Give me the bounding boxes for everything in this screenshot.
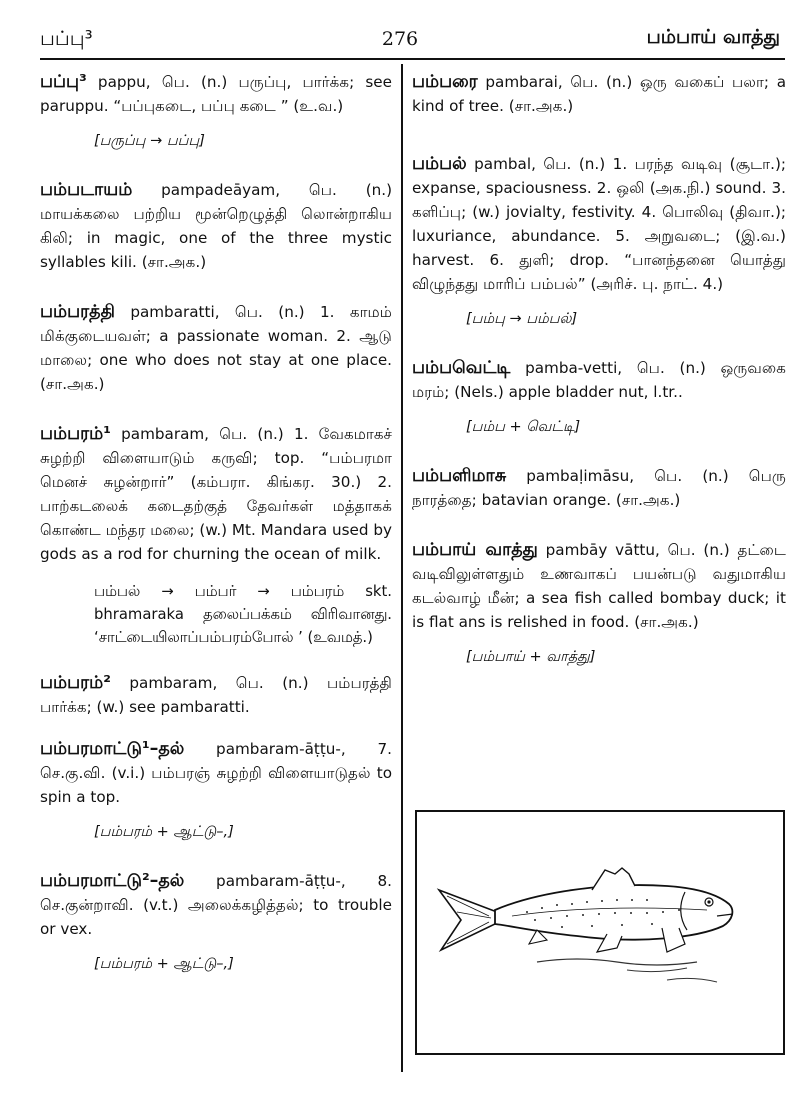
headword: பம்பரை (412, 72, 478, 92)
headword: பம்பாய் வாத்து (412, 540, 538, 560)
headword: பம்பவெட்டி (412, 358, 511, 378)
entry-pambal (412, 152, 786, 296)
page-number: 276 (381, 28, 419, 50)
fish-illustration (417, 812, 783, 1053)
entry-pambaramattu-1 (40, 737, 392, 809)
entry-pambavetti (412, 356, 786, 404)
entry-pampadayam (40, 178, 392, 274)
entry-body: pambaḷimāsu, பெ. (n.) பெரு நாரத்தை; batavian orange. (சா.அக.) (412, 467, 786, 509)
left-column (40, 70, 392, 1001)
entry-pambarai (412, 70, 786, 118)
headword: பம்பரம்² (40, 673, 111, 693)
entry-body: pambāy vāttu, பெ. (n.) தட்டை வடிவிலுள்ளதும் உணவாகப் பயன்படு வதுமாகிய கடல்வாழ் மீன்; a sea fish called bombay duck; it is flat ans is relished in food. (சா.அக.) (412, 541, 786, 631)
entry-pambaratti (40, 300, 392, 396)
etymology: [பம்பரம் + ஆட்டு–,] (94, 824, 234, 840)
entry-body: pappu, பெ. (n.) பருப்பு, பார்க்க; see paruppu. “பப்புகடை, பப்பு கடை ” (உ.வ.) (40, 73, 392, 115)
headword: பப்பு³ (40, 72, 87, 92)
etymology: [பம்பாய் + வாத்து] (466, 649, 596, 665)
entry-body: pambaratti, பெ. (n.) 1. காமம் மிக்குடையவள்; a passionate woman. 2. ஆடு மாலை; one who does not stay at one place. (சா.அக.) (40, 303, 392, 393)
entry-body: pambal, பெ. (n.) 1. பரந்த வடிவு (சூடா.); expanse, spaciousness. 2. ஒலி (அக.நி.) sound. 3. களிப்பு; (w.) jovialty, festivity. 4. பொலிவு (திவா.); luxuriance, abundance. 5. அறுவடை; (இ.வ.) harvest. 6. துளி; drop. “பானந்தனை யொத்து விழுந்தது மாரிப் பம்பல்” (அரிச். பு. நாட். 4.) (412, 155, 786, 293)
entry-pambaramattu-2 (40, 869, 392, 941)
etymology: [பம்ப + வெட்டி] (466, 419, 581, 435)
entry-body: pambaram, பெ. (n.) பம்பரத்தி பார்க்க; (w.) see pambaratti. (40, 674, 392, 716)
fish-illustration-frame (415, 810, 785, 1055)
etymology-block: பம்பல் → பம்பர் → பம்பரம் skt. bhramaraka தலைப்பக்கம் விரிவானது. ‘சாட்டையிலாப்பம்பரம்போல் ’ (உவமத்.) (94, 583, 392, 646)
entry-body: pambaram-āṭṭu-, 8. செ.குன்றாவி. (v.t.) அலைக்கழித்தல்; to trouble or vex. (40, 872, 392, 938)
entry-body: pambaram, பெ. (n.) 1. வேகமாகச் சுழற்றி விளையாடும் கருவி; top. “பம்பரமா மெனச் சுழன்றார்” (கம்பரா. கிங்கர. 30.) 2. பாற்கடலைக் கடைதற்குத் தேவர்கள் மத்தாகக் கொண்ட மந்தர மலை; (w.) Mt. Mandara used by gods as a rod for churning the ocean of milk. (40, 425, 392, 563)
header-rule (40, 58, 785, 60)
headword: பம்பரம்¹ (40, 424, 111, 444)
right-column (412, 70, 786, 694)
headword: பம்பரமாட்டு¹–தல் (40, 739, 185, 759)
etymology: [பம்பு → பம்பல்] (466, 311, 578, 327)
etymology: [பம்பரம் + ஆட்டு–,] (94, 956, 234, 972)
headword: பம்படாயம் (40, 180, 133, 200)
etymology: [பருப்பு → பப்பு] (94, 133, 205, 149)
entry-pambaram-1 (40, 422, 392, 566)
header-right-guide-word: பம்பாய் வாத்து (646, 26, 780, 48)
page-header (0, 22, 800, 56)
entry-body: pampadeāyam, பெ. (n.) மாயக்கலை பற்றிய மூன்றெழுத்தி லொன்றாகிய கிலி; in magic, one of the three mystic syllables kili. (சா.அக.) (40, 181, 392, 271)
entry-pambaram-2 (40, 671, 392, 719)
headword: பம்பரத்தி (40, 302, 115, 322)
headword: பம்பல் (412, 154, 467, 174)
entry-pambalimasu (412, 464, 786, 512)
entry-body: pamba-vetti, பெ. (n.) ஒருவகை மரம்; (Nels.) apple bladder nut, l.tr.. (412, 359, 786, 401)
column-divider (401, 64, 403, 1072)
headword: பம்பளிமாசு (412, 466, 507, 486)
entry-pambay-vattu (412, 538, 786, 634)
headword: பம்பரமாட்டு²–தல் (40, 871, 185, 891)
header-left-guide-word: பப்பு³ (40, 26, 93, 50)
entry-pappu (40, 70, 392, 118)
entry-body: pambaram-āṭṭu-, 7. செ.கு.வி. (v.i.) பம்பரஞ் சுழற்றி விளையாடுதல் to spin a top. (40, 740, 392, 806)
entry-body: pambarai, பெ. (n.) ஒரு வகைப் பலா; a kind of tree. (சா.அக.) (412, 73, 786, 115)
